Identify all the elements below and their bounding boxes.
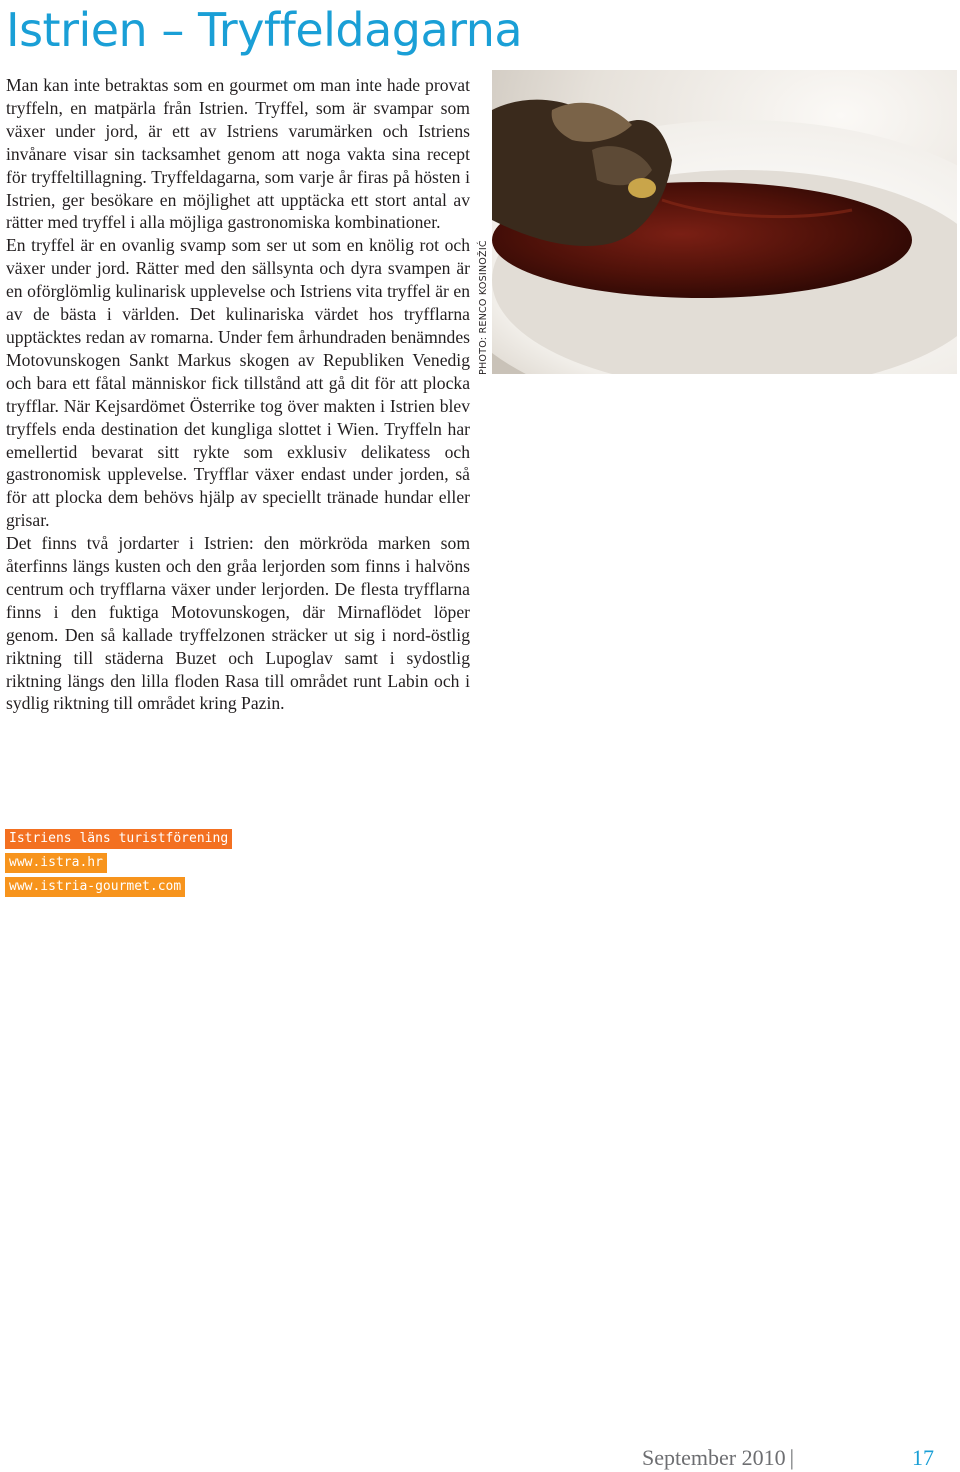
page-number: 17	[912, 1445, 934, 1470]
page-footer	[642, 1444, 934, 1472]
paragraph-soil: Det finns två jordarter i Istrien: den mörkröda marken som återfinns längs kusten och den gråa lerjorden som finns i halvöns centrum och tryfflarna växer under lerjorden. De flesta tryfflarna finns i den fuktiga Motovunskogen, där Mirnaflödet löper genom. Den så kallade tryffelzonen sträcker ut sig i nord-östlig riktning till städerna Buzet och Lupoglav samt i sydostlig riktning längs den lilla floden Rasa till området runt Labin och i sydlig riktning till området kring Pazin.	[6, 533, 470, 714]
istria-gourmet-link[interactable]: www.istria-gourmet.com	[5, 877, 185, 897]
photo-credit: PHOTO: RENCO KOSINOŽIĆ	[478, 240, 489, 375]
egg-yolk-shape	[628, 178, 656, 198]
truffle-dish-photo	[492, 70, 957, 374]
footer-separator: |	[789, 1445, 794, 1470]
paragraph-history: En tryffel är en ovanlig svamp som ser ut som en knölig rot och växer under jord. Rätter med den sällsynta och dyra svampen är en oförglömlig kulinarisk upplevelse och Istriens vita tryffel är en av de bästa i världen. Det kulinariska värdet hos tryfflarna upptäcktes redan av romarna. Under fem århundraden benämndes Motovunskogen Sankt Markus skogen av Republiken Venedig och bara ett fåtal människor fick tillstånd att gå dit för att plocka tryfflar. När Kejsardömet Österrike tog över makten i Istrien blev tryffels enda destination det kungliga slottet i Wien. Tryffeln har emellertid bevarat sitt rykte som exklusiv delikatess och gastronomisk upplevelse. Tryfflar växer endast under jorden, så för att plocka dem behövs hjälp av speciellt tränade hundar eller grisar.	[6, 235, 470, 531]
truffle-dish-illustration	[492, 70, 957, 374]
tourist-board-label: Istriens läns turistförening	[5, 829, 232, 849]
article-title: Istrien – Tryffeldagarna	[6, 3, 523, 57]
istra-link[interactable]: www.istra.hr	[5, 853, 107, 873]
issue-date: September 2010	[642, 1445, 786, 1470]
info-tags	[5, 829, 232, 901]
paragraph-intro: Man kan inte betraktas som en gourmet om man inte hade provat tryffeln, en matpärla från Istrien. Tryffel, som är svampar som växer under jord, är ett av Istriens varumärken och Istriens invånare visar sin tacksamhet genom att noga vakta sina recept för tryffeltillagning. Tryffeldagarna, som varje år firas på hösten i Istrien, ger besökare en möjlighet att upptäcka ett stort antal av rätter med tryffel i alla möjliga gastronomiska kombinationer.	[6, 75, 470, 233]
article-body	[6, 74, 470, 715]
